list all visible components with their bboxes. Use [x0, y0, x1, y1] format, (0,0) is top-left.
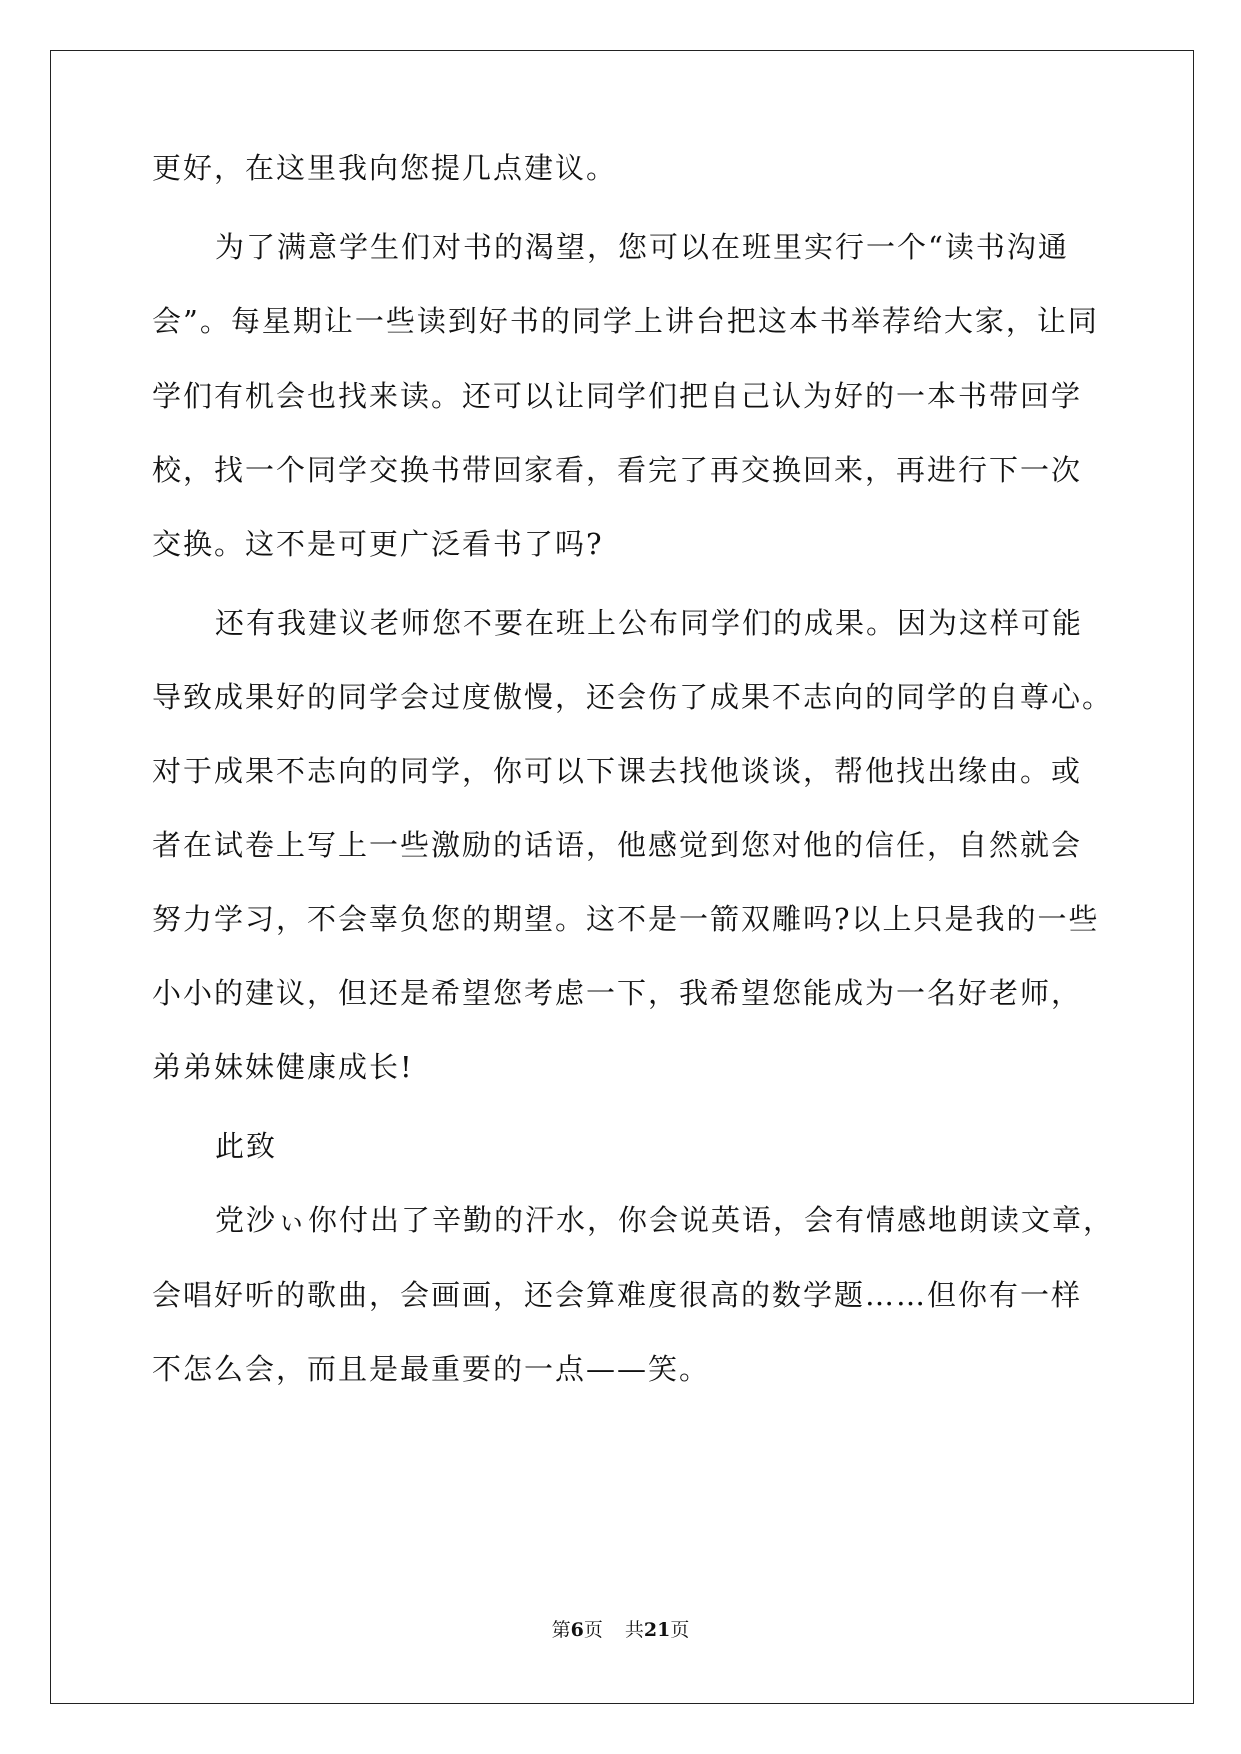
page-footer [0, 1618, 1241, 1642]
text-line: 会唱好听的歌曲，会画画，还会算难度很高的数学题……但你有一样 [152, 1278, 1083, 1312]
text-line: 弟弟妹妹健康成长! [152, 1050, 414, 1084]
text-line: 党沙ぃ你付出了辛勤的汗水，你会说英语，会有情感地朗读文章， [215, 1203, 1115, 1237]
text-line: 此致 [215, 1129, 278, 1163]
total-prefix: 共 [624, 1619, 644, 1641]
text-line: 导致成果好的同学会过度傲慢，还会伤了成果不志向的同学的自尊心。 [152, 680, 1114, 714]
page-suffix: 页 [583, 1619, 603, 1641]
text-line: 者在试卷上写上一些激励的话语，他感觉到您对他的信任，自然就会 [152, 828, 1083, 862]
text-line: 学们有机会也找来读。还可以让同学们把自己认为好的一本书带回学 [152, 379, 1083, 413]
text-line: 会”。每星期让一些读到好书的同学上讲台把这本书举荐给大家，让同 [152, 304, 1099, 338]
page-prefix: 第 [551, 1619, 571, 1641]
text-line: 为了满意学生们对书的渴望，您可以在班里实行一个“读书沟通 [215, 230, 1069, 264]
text-line: 校，找一个同学交换书带回家看，看完了再交换回来，再进行下一次 [152, 453, 1083, 487]
text-line: 更好，在这里我向您提几点建议。 [152, 151, 618, 185]
total-pages: 21 [643, 1619, 671, 1641]
text-line: 交换。这不是可更广泛看书了吗? [152, 527, 604, 561]
page-number: 6 [570, 1619, 584, 1641]
page-border [50, 50, 1194, 1704]
text-line: 不怎么会，而且是最重要的一点——笑。 [152, 1352, 711, 1386]
total-suffix: 页 [670, 1619, 690, 1641]
text-line: 对于成果不志向的同学，你可以下课去找他谈谈，帮他找出缘由。或 [152, 754, 1083, 788]
text-line: 努力学习，不会辜负您的期望。这不是一箭双雕吗?以上只是我的一些 [152, 902, 1100, 936]
text-line: 小小的建议，但还是希望您考虑一下，我希望您能成为一名好老师， [152, 976, 1083, 1010]
text-line: 还有我建议老师您不要在班上公布同学们的成果。因为这样可能 [215, 606, 1084, 640]
